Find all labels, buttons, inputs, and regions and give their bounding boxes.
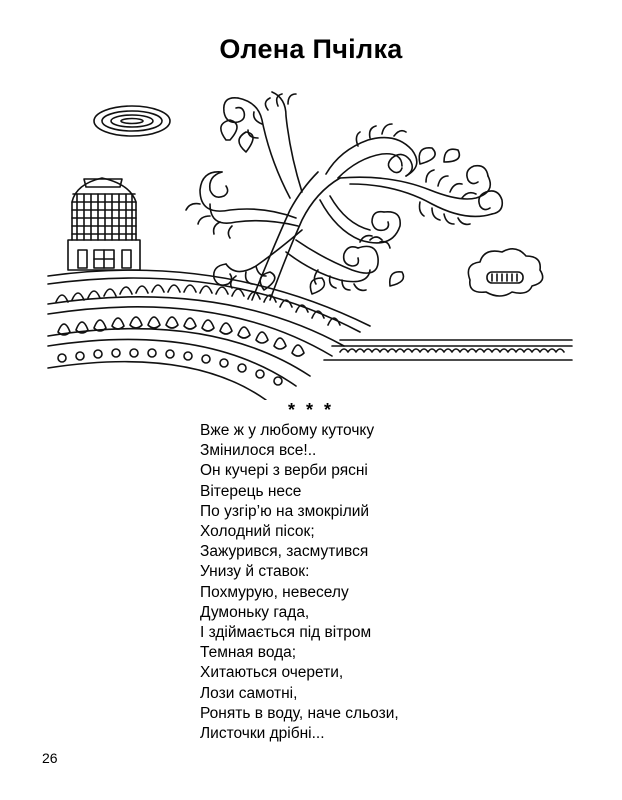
page-title: Олена Пчілка xyxy=(219,34,403,64)
field-lines-icon xyxy=(324,340,572,360)
left-cloud-icon xyxy=(94,106,170,136)
poem-line: Вітерець несе xyxy=(200,482,302,500)
tree-icon xyxy=(186,92,502,300)
poem-line: Ронять в воду, наче сльози, xyxy=(200,704,399,722)
poem-line: Похмурую, невеселу xyxy=(200,583,349,601)
section-separator: * * * xyxy=(287,400,335,420)
poem-line: Зажурився, засмутився xyxy=(200,543,369,561)
poem-line: Унизу й ставок: xyxy=(200,563,310,581)
poem-line: Вже ж у любому куточку xyxy=(200,422,375,439)
poem-line: Лози самотні, xyxy=(200,684,298,702)
house-icon xyxy=(68,178,140,270)
right-cloud-icon xyxy=(468,249,542,296)
folk-ornament-illustration xyxy=(40,80,580,400)
poem-line: Змінилося все!.. xyxy=(200,442,317,460)
poem-line: Думоньку гада, xyxy=(200,603,310,621)
poem-line: І здіймається під вітром xyxy=(200,624,372,642)
poem-line: Холодний пісок; xyxy=(200,523,315,541)
poem-line: Листочки дрібні... xyxy=(200,725,325,743)
poem-line: Он кучері з верби рясні xyxy=(200,462,368,480)
poem xyxy=(200,421,399,744)
poem-line: Темная вода; xyxy=(200,644,297,662)
page-number: 26 xyxy=(42,750,58,766)
poem-line: Хитаються очерети, xyxy=(200,664,344,682)
poem-line: По узгір’ю на змокрілий xyxy=(200,502,370,520)
